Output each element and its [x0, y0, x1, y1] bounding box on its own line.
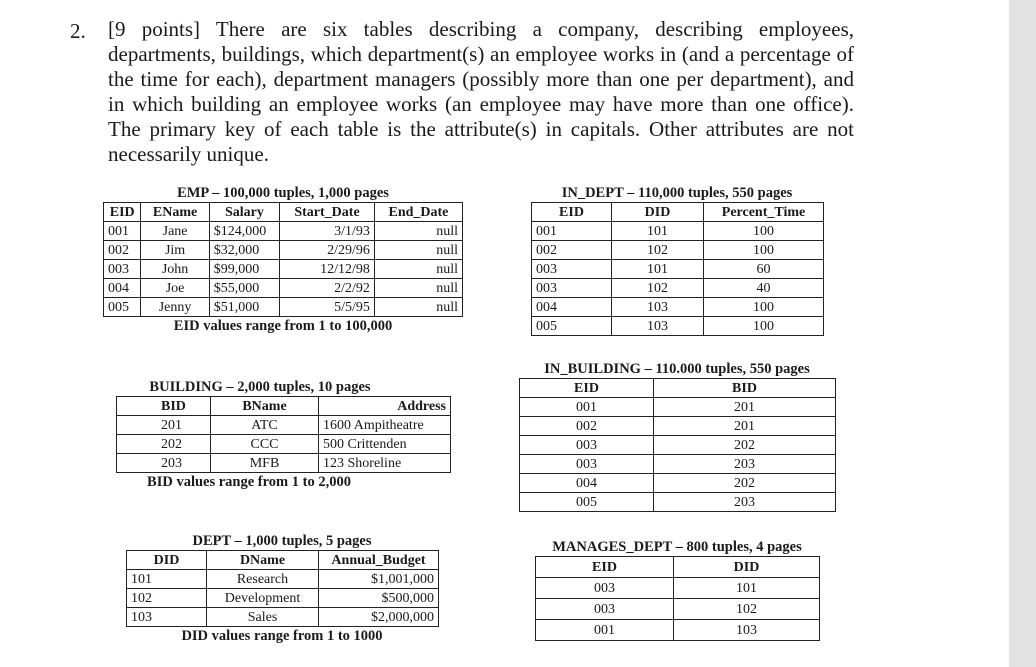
table-cell: 103 — [612, 317, 704, 336]
in-building-caption: IN_BUILDING – 110.000 tuples, 550 pages — [544, 361, 810, 377]
table-cell: 100 — [704, 222, 824, 241]
table-cell: 203 — [117, 454, 211, 473]
table-row — [127, 589, 439, 608]
column-header: DID — [612, 203, 704, 222]
table-row — [520, 474, 836, 493]
vertical-scrollbar[interactable] — [1009, 0, 1036, 667]
table-cell: 500 Crittenden — [319, 435, 451, 454]
table-cell: Jenny — [141, 298, 209, 317]
table-cell: 100 — [704, 317, 824, 336]
building-footnote: BID values range from 1 to 2,000 — [147, 474, 351, 490]
table-row — [520, 455, 836, 474]
table-cell: 103 — [612, 298, 704, 317]
building-header-row — [117, 397, 451, 416]
column-header: EID — [520, 379, 654, 398]
in-building-table — [519, 378, 836, 512]
table-cell: $500,000 — [319, 589, 439, 608]
table-cell: Sales — [207, 608, 319, 627]
table-row — [104, 298, 463, 317]
column-header: EID — [532, 203, 612, 222]
table-cell: $124,000 — [209, 222, 279, 241]
emp-header-row — [104, 203, 463, 222]
table-cell: 201 — [654, 398, 836, 417]
table-cell: 100 — [704, 241, 824, 260]
table-cell: $99,000 — [209, 260, 279, 279]
table-cell: 201 — [654, 417, 836, 436]
table-row — [127, 608, 439, 627]
manages-dept-table — [535, 556, 820, 641]
table-cell: 102 — [674, 599, 820, 620]
column-header: Start_Date — [280, 203, 375, 222]
table-cell: 003 — [532, 279, 612, 298]
table-row — [104, 222, 463, 241]
table-cell: 101 — [612, 222, 704, 241]
table-cell: 2/2/92 — [280, 279, 375, 298]
table-cell: null — [374, 222, 462, 241]
table-row — [532, 241, 824, 260]
table-cell: 103 — [674, 620, 820, 641]
table-cell: $1,001,000 — [319, 570, 439, 589]
table-cell: null — [374, 260, 462, 279]
table-row — [536, 620, 820, 641]
table-cell: 003 — [532, 260, 612, 279]
table-cell: MFB — [211, 454, 319, 473]
dept-caption: DEPT – 1,000 tuples, 5 pages — [192, 533, 372, 549]
table-cell: 003 — [104, 260, 141, 279]
table-cell: John — [141, 260, 209, 279]
table-cell: 102 — [612, 241, 704, 260]
table-cell: 005 — [104, 298, 141, 317]
column-header: Annual_Budget — [319, 551, 439, 570]
table-cell: Jim — [141, 241, 209, 260]
table-row — [117, 454, 451, 473]
table-cell: 1600 Ampitheatre — [319, 416, 451, 435]
table-cell: 103 — [127, 608, 207, 627]
table-cell: 002 — [104, 241, 141, 260]
table-cell: 2/29/96 — [280, 241, 375, 260]
table-cell: null — [374, 241, 462, 260]
table-cell: 3/1/93 — [280, 222, 375, 241]
table-cell: 001 — [520, 398, 654, 417]
table-row — [520, 398, 836, 417]
table-row — [104, 241, 463, 260]
dept-table-block — [126, 533, 438, 645]
in-dept-caption: IN_DEPT – 110,000 tuples, 550 pages — [561, 185, 793, 201]
column-header: Salary — [209, 203, 279, 222]
table-cell: 101 — [612, 260, 704, 279]
table-cell: 004 — [104, 279, 141, 298]
table-cell: 102 — [612, 279, 704, 298]
table-cell: 003 — [520, 455, 654, 474]
question-text: [9 points] There are six tables describing a company, describing employees, departments, buildings, which department(s) an employee works in (and a percentage of the time for each), department managers (possibly more than one per department), and in which building an employee works (an employee may have more than one office). The primary key of each table is the attribute(s) in capitals. Other attributes are not necessarily unique. — [108, 17, 854, 166]
table-cell: 202 — [654, 436, 836, 455]
in-dept-table-block — [531, 185, 823, 336]
table-cell: 102 — [127, 589, 207, 608]
table-cell: 100 — [704, 298, 824, 317]
table-cell: 202 — [117, 435, 211, 454]
table-cell: 101 — [674, 578, 820, 599]
table-row — [104, 260, 463, 279]
question-number: 2. — [70, 19, 86, 43]
table-cell: 203 — [654, 493, 836, 512]
table-row — [536, 578, 820, 599]
table-row — [127, 570, 439, 589]
table-cell: Research — [207, 570, 319, 589]
table-row — [117, 416, 451, 435]
emp-table — [103, 202, 463, 317]
table-row — [536, 599, 820, 620]
manages-dept-caption: MANAGES_DEPT – 800 tuples, 4 pages — [552, 539, 802, 555]
table-cell: 004 — [520, 474, 654, 493]
table-cell: Jane — [141, 222, 209, 241]
table-cell: $2,000,000 — [319, 608, 439, 627]
table-cell: 001 — [104, 222, 141, 241]
table-cell: 002 — [520, 417, 654, 436]
column-header: End_Date — [374, 203, 462, 222]
table-cell: Development — [207, 589, 319, 608]
table-cell: CCC — [211, 435, 319, 454]
column-header: Address — [319, 397, 451, 416]
column-header: EName — [141, 203, 209, 222]
table-cell: 002 — [532, 241, 612, 260]
table-cell: ATC — [211, 416, 319, 435]
table-cell: $55,000 — [209, 279, 279, 298]
table-cell: null — [374, 279, 462, 298]
table-row — [532, 260, 824, 279]
table-cell: 001 — [536, 620, 674, 641]
table-cell: 101 — [127, 570, 207, 589]
table-row — [520, 436, 836, 455]
building-table-block — [116, 379, 450, 491]
table-row — [532, 298, 824, 317]
table-cell: 001 — [532, 222, 612, 241]
table-row — [520, 417, 836, 436]
column-header: BID — [117, 397, 211, 416]
table-cell: 201 — [117, 416, 211, 435]
table-cell: 005 — [520, 493, 654, 512]
table-row — [520, 493, 836, 512]
table-cell: 005 — [532, 317, 612, 336]
column-header: EID — [104, 203, 141, 222]
table-row — [532, 222, 824, 241]
in-building-table-block — [519, 361, 835, 512]
table-cell: 5/5/95 — [280, 298, 375, 317]
table-cell: 003 — [520, 436, 654, 455]
table-row — [117, 435, 451, 454]
table-row — [532, 279, 824, 298]
dept-footnote: DID values range from 1 to 1000 — [181, 628, 383, 644]
column-header: BName — [211, 397, 319, 416]
emp-table-block — [103, 185, 463, 335]
table-cell: 40 — [704, 279, 824, 298]
table-cell: 123 Shoreline — [319, 454, 451, 473]
table-cell: $32,000 — [209, 241, 279, 260]
table-cell: 12/12/98 — [280, 260, 375, 279]
table-cell: null — [374, 298, 462, 317]
table-cell: Joe — [141, 279, 209, 298]
column-header: DName — [207, 551, 319, 570]
manages-dept-table-block — [535, 539, 819, 641]
column-header: DID — [674, 557, 820, 578]
column-header: EID — [536, 557, 674, 578]
emp-footnote: EID values range from 1 to 100,000 — [173, 318, 393, 334]
dept-table — [126, 550, 439, 627]
table-cell: 004 — [532, 298, 612, 317]
column-header: DID — [127, 551, 207, 570]
in-dept-header-row — [532, 203, 824, 222]
table-cell: $51,000 — [209, 298, 279, 317]
table-cell: 003 — [536, 599, 674, 620]
table-cell: 60 — [704, 260, 824, 279]
table-row — [532, 317, 824, 336]
in-dept-table — [531, 202, 824, 336]
emp-caption: EMP – 100,000 tuples, 1,000 pages — [177, 185, 389, 201]
table-cell: 203 — [654, 455, 836, 474]
table-cell: 003 — [536, 578, 674, 599]
column-header: BID — [654, 379, 836, 398]
in-building-header-row — [520, 379, 836, 398]
table-cell: 202 — [654, 474, 836, 493]
building-caption: BUILDING – 2,000 tuples, 10 pages — [149, 379, 371, 395]
dept-header-row — [127, 551, 439, 570]
manages-dept-header-row — [536, 557, 820, 578]
column-header: Percent_Time — [704, 203, 824, 222]
table-row — [104, 279, 463, 298]
building-table — [116, 396, 451, 473]
